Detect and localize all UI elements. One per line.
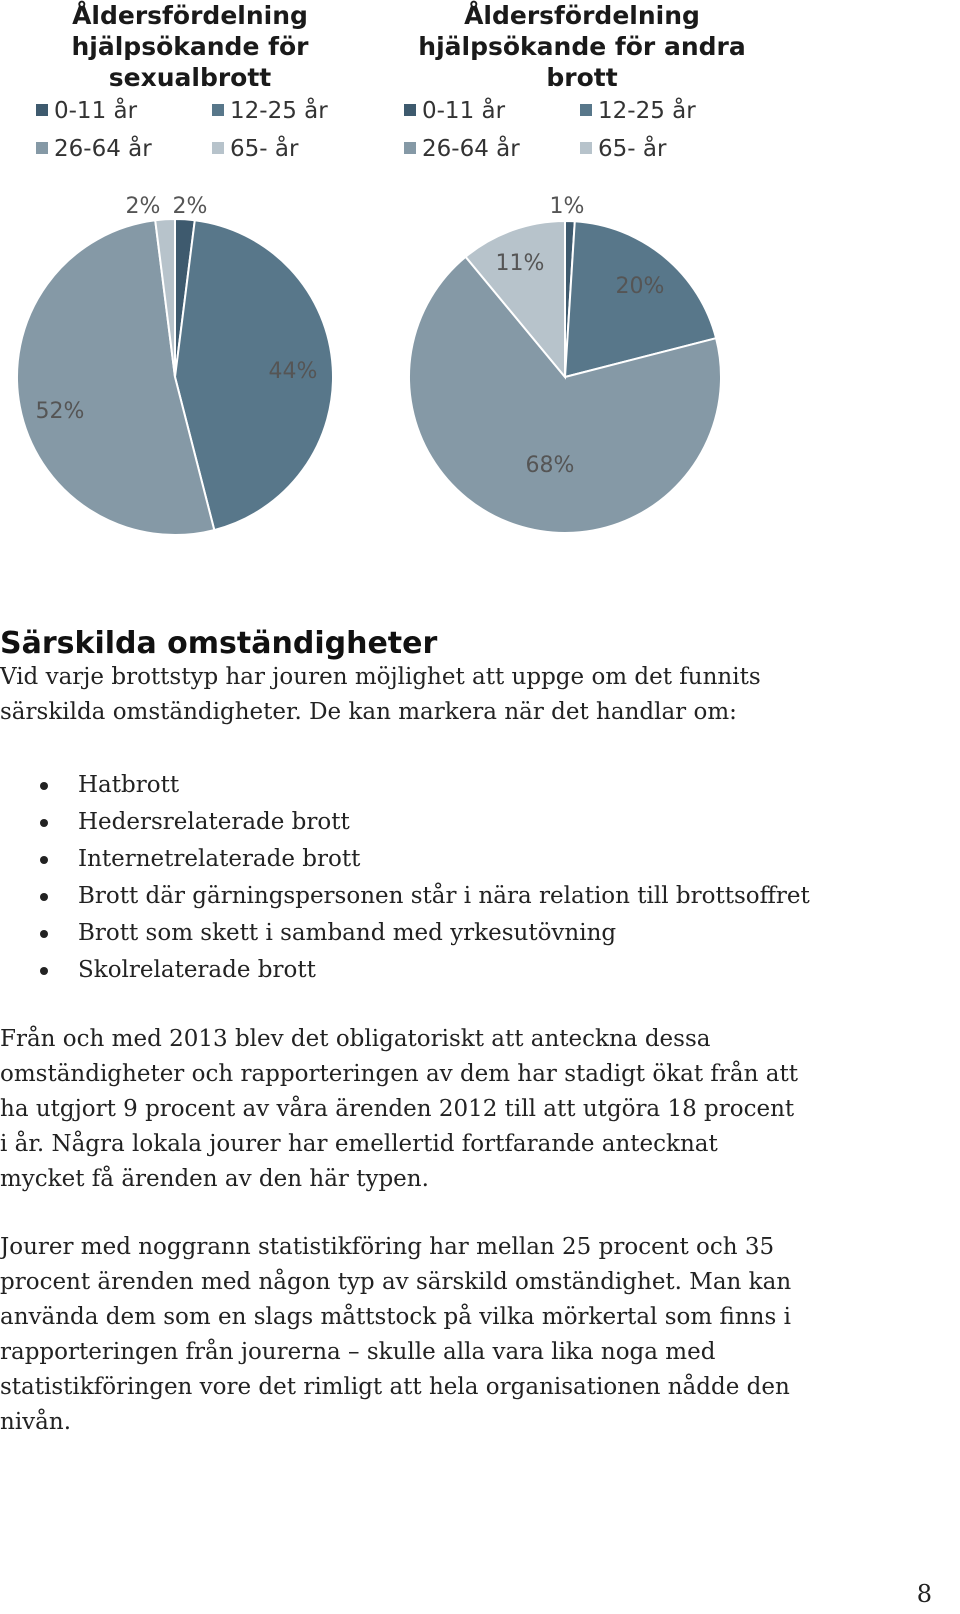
legend-swatch — [404, 142, 416, 154]
pie-data-label: 11% — [495, 251, 545, 276]
legend-label: 26-64 år — [54, 136, 152, 162]
pie-data-label: 52% — [35, 399, 85, 424]
legend-label: 65- år — [598, 136, 667, 162]
legend-item — [580, 98, 696, 124]
pie-data-label: 44% — [268, 359, 318, 384]
page-number: 8 — [916, 1580, 932, 1608]
chart-title-sexualbrott: Åldersfördelning hjälpsökande för sexualbrott — [71, 1, 309, 92]
chart-title-andra-brott: Åldersfördelning hjälpsökande för andra brott — [418, 1, 746, 92]
legend-swatch — [212, 104, 224, 116]
legend-label: 12-25 år — [230, 98, 328, 124]
legend-swatch — [212, 142, 224, 154]
legend-swatch — [580, 104, 592, 116]
legend-item — [404, 98, 505, 124]
pie-charts — [0, 180, 960, 560]
list-item: Hedersrelaterade brott — [0, 804, 900, 841]
legend-swatch — [580, 142, 592, 154]
legend-item — [580, 136, 666, 162]
legend-item — [36, 98, 137, 124]
legend-label: 65- år — [230, 136, 299, 162]
legend-label: 26-64 år — [422, 136, 520, 162]
legend-swatch — [36, 142, 48, 154]
legend-item — [36, 136, 152, 162]
intro-paragraph: Vid varje brottstyp har jouren möjlighet att uppge om det funnits särskilda omständigheter. De kan markera när det handlar om: — [0, 664, 761, 725]
section-heading: Särskilda omständigheter — [0, 626, 438, 661]
legend-swatch — [404, 104, 416, 116]
list-item: Hatbrott — [0, 767, 900, 804]
pie-data-label: 2% — [125, 194, 161, 219]
legend-item — [404, 136, 520, 162]
pie-data-label: 68% — [525, 453, 575, 478]
legend-label: 0-11 år — [422, 98, 506, 124]
legend-item — [212, 98, 328, 124]
circumstances-list — [0, 767, 900, 989]
list-item: Brott där gärningspersonen står i nära relation till brottsoffret — [0, 878, 900, 915]
pie-chart-andra-brott — [409, 194, 721, 533]
legend-label: 0-11 år — [54, 98, 138, 124]
list-item: Skolrelaterade brott — [0, 952, 900, 989]
pie-data-label: 2% — [172, 194, 208, 219]
list-item: Internetrelaterade brott — [0, 841, 900, 878]
legend-label: 12-25 år — [598, 98, 696, 124]
body-paragraph: Jourer med noggrann statistikföring har mellan 25 procent och 35 procent ärenden med någon typ av särskild omständighet. Man kan använda dem som en slags måttstock på vilka mörkertal som finns i rapporteringen från jourerna – skulle alla vara lika noga med statistikföringen vore det rimligt att hela organisationen nådde den nivån. — [0, 1234, 792, 1435]
pie-chart-sexualbrott — [17, 194, 333, 535]
list-item: Brott som skett i samband med yrkesutövning — [0, 915, 900, 952]
pie-data-label: 20% — [615, 274, 665, 299]
pie-data-label: 1% — [549, 194, 585, 219]
legend-item — [212, 136, 298, 162]
legend-swatch — [36, 104, 48, 116]
body-paragraph: Från och med 2013 blev det obligatoriskt att anteckna dessa omständigheter och rapporteringen av dem har stadigt ökat från att ha utgjort 9 procent av våra ärenden 2012 till att utgöra 18 procent i år. Några lokala jourer har emellertid fortfarande antecknat mycket få ärenden av den här typen. — [0, 1026, 798, 1192]
